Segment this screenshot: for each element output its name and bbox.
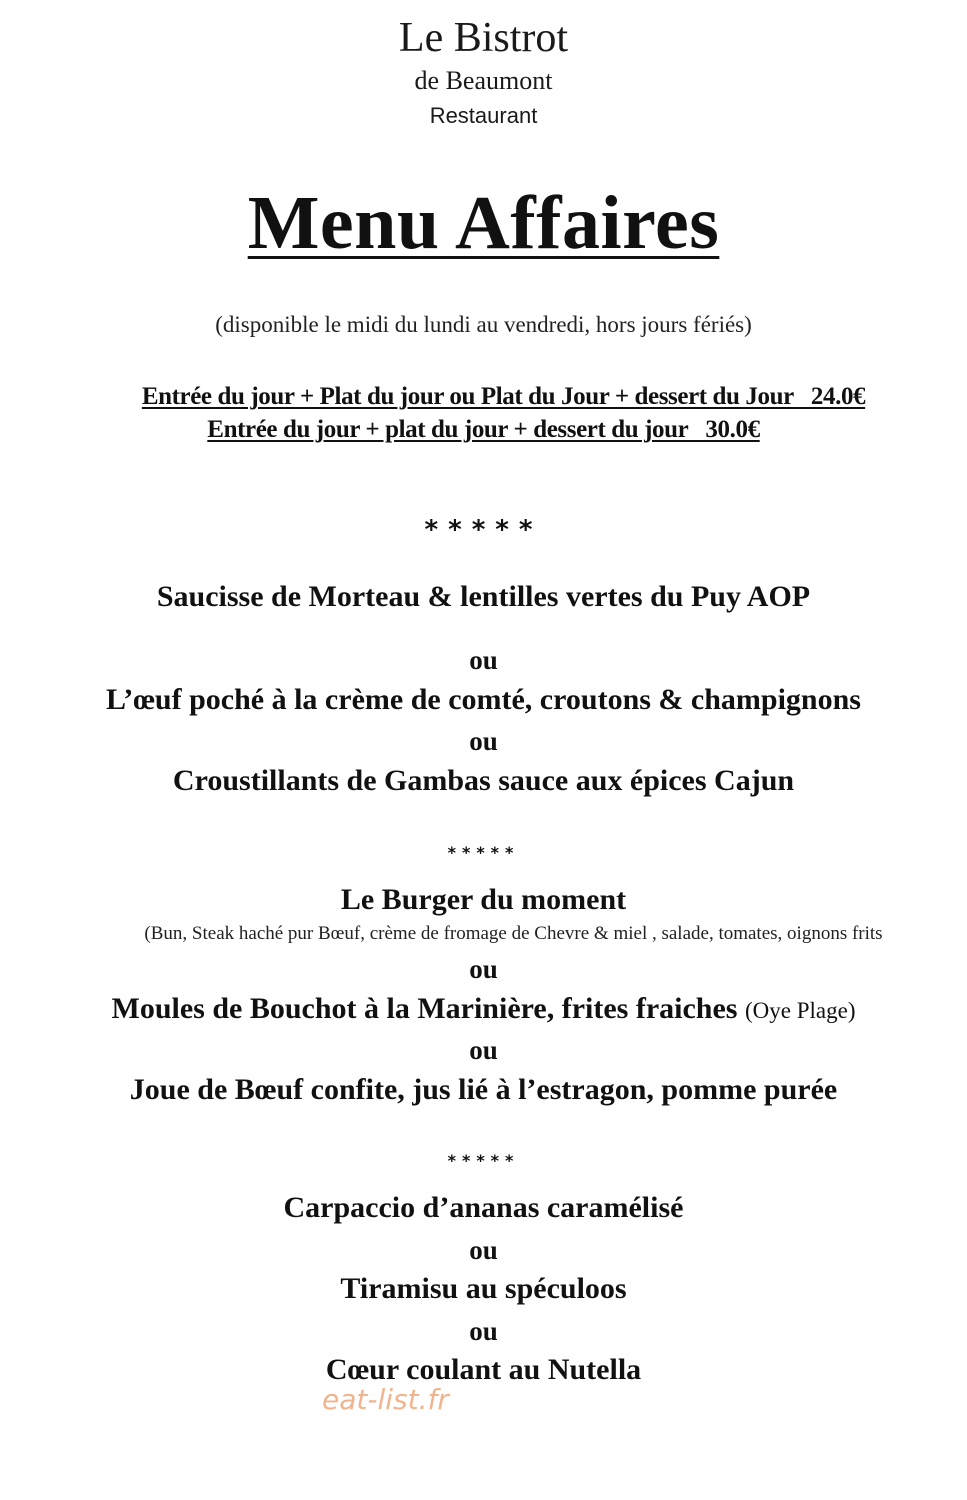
- formula-line: [20, 383, 967, 411]
- or-divider: ou: [469, 1035, 498, 1065]
- or-divider: ou: [469, 645, 498, 675]
- section-separator: *****: [447, 843, 520, 862]
- starter-item: Croustillants de Gambas sauce aux épices Cajun: [172, 764, 795, 797]
- main-item-origin: (Oye Plage): [745, 998, 856, 1023]
- availability-note: (disponible le midi du lundi au vendredi, hors jours fériés): [215, 312, 752, 337]
- formula-text: Entrée du jour + Plat du jour ou Plat du Jour + dessert du Jour 24.0€: [141, 383, 866, 410]
- section-separator: *****: [447, 1151, 520, 1170]
- or-divider: ou: [469, 726, 498, 756]
- or-divider: ou: [469, 1235, 498, 1265]
- main-item-detail: (Bun, Steak haché pur Bœuf, crème de fromage de Chevre & miel , salade, tomates, oignons frits: [144, 923, 883, 944]
- dessert-item: Carpaccio d’ananas caramélisé: [283, 1191, 684, 1224]
- or-divider: ou: [469, 1316, 498, 1346]
- dessert-item: Tiramisu au spéculoos: [340, 1272, 627, 1305]
- or-divider: ou: [469, 954, 498, 984]
- restaurant-name: Le Bistrot: [398, 15, 569, 61]
- main-item-name: Moules de Bouchot à la Marinière, frites fraiches: [111, 992, 738, 1025]
- dessert-item: Cœur coulant au Nutella: [325, 1353, 642, 1386]
- section-separator: *****: [424, 515, 543, 545]
- watermark: eat-list.fr: [322, 1383, 449, 1416]
- formula-text: Entrée du jour + plat du jour + dessert du jour 30.0€: [207, 416, 760, 443]
- menu-title-text: Menu Affaires: [247, 181, 720, 265]
- menu-title: [0, 180, 967, 267]
- main-item: Joue de Bœuf confite, jus lié à l’estragon, pomme purée: [129, 1073, 838, 1106]
- restaurant-type: Restaurant: [429, 103, 538, 128]
- main-item: [0, 992, 967, 1026]
- formula-line: [0, 416, 967, 444]
- main-item: Le Burger du moment: [340, 883, 627, 916]
- starter-item: Saucisse de Morteau & lentilles vertes du Puy AOP: [156, 580, 811, 613]
- starter-item: L’œuf poché à la crème de comté, croutons & champignons: [106, 683, 861, 716]
- restaurant-subtitle: de Beaumont: [414, 66, 553, 95]
